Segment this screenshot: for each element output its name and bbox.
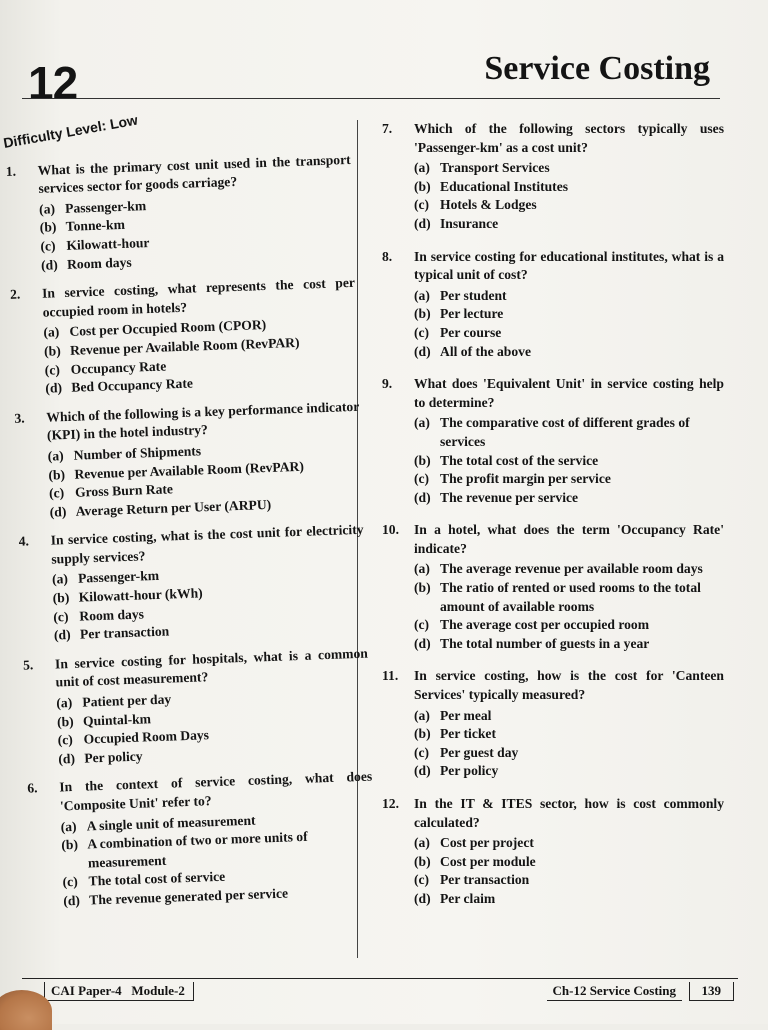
option-text: Cost per module [440, 853, 536, 869]
question-number: 2. [9, 286, 21, 303]
option-label: (c) [414, 324, 430, 340]
option-label: (d) [414, 215, 431, 231]
question-item [14, 398, 363, 524]
option-label: (a) [414, 835, 430, 851]
question-body [414, 795, 724, 909]
answer-option [414, 452, 724, 471]
option-label: (d) [414, 635, 431, 651]
answer-option [414, 215, 724, 234]
option-label: (b) [61, 837, 79, 853]
option-text: Cost per Occupied Room (CPOR) [69, 317, 267, 340]
thumb-image [0, 990, 52, 1030]
chapter-title: Service Costing [484, 50, 710, 87]
question-number: 10. [382, 522, 399, 538]
question-body [42, 274, 359, 398]
option-text: The comparative cost of different grades of services [440, 415, 690, 449]
option-label: (a) [38, 201, 56, 217]
question-item [18, 521, 367, 647]
question-item [382, 120, 724, 234]
option-label: (b) [43, 343, 61, 359]
question-text: In service costing for educational institutes, what is a typical unit of cost? [414, 248, 724, 283]
question-number: 4. [18, 533, 30, 550]
answer-option [414, 890, 724, 909]
question-item [382, 248, 724, 362]
answer-option [414, 178, 724, 197]
option-label: (c) [48, 485, 65, 501]
option-text: Patient per day [82, 691, 172, 710]
question-text: In service costing for hospitals, what is a common unit of cost measurement? [54, 645, 369, 690]
option-text: A single unit of measurement [86, 812, 256, 834]
answer-option [414, 834, 724, 853]
question-number: 3. [14, 410, 25, 426]
answer-option [414, 287, 724, 306]
answer-option [414, 616, 724, 635]
option-text: The total number of guests in a year [440, 635, 650, 651]
answer-option [414, 560, 724, 579]
option-text: Educational Institutes [440, 178, 569, 194]
question-number: 8. [382, 248, 393, 264]
option-text: Gross Burn Rate [74, 481, 174, 500]
footer-chapter: Ch-12 Service Costing [547, 982, 683, 1001]
option-text: Quintal-km [82, 710, 152, 729]
question-item [5, 151, 354, 277]
option-label: (b) [414, 726, 431, 742]
right-column [382, 120, 724, 923]
footer-book-info: CAI Paper-4 Module-2 [44, 982, 194, 1001]
answer-option [414, 305, 724, 324]
question-body [414, 375, 724, 507]
question-item [27, 768, 376, 912]
option-text: Cost per project [440, 835, 534, 851]
option-label: (d) [40, 256, 58, 273]
option-label: (d) [53, 627, 71, 643]
option-text: Kilowatt-hour [66, 234, 150, 253]
question-body [37, 151, 354, 275]
option-text: Number of Shipments [73, 443, 202, 463]
option-label: (c) [44, 361, 61, 378]
answer-option [414, 725, 724, 744]
option-label: (c) [414, 617, 430, 633]
option-text: Per student [440, 287, 507, 303]
option-text: Per policy [440, 763, 499, 779]
question-number: 9. [382, 376, 393, 392]
left-column [4, 108, 377, 922]
option-text: Per policy [84, 748, 143, 766]
option-label: (c) [57, 732, 74, 748]
option-text: Per course [440, 324, 502, 340]
question-body [414, 120, 724, 234]
option-label: (a) [43, 324, 60, 341]
option-label: (b) [414, 178, 431, 194]
option-label: (a) [56, 695, 73, 711]
answer-option [414, 489, 724, 508]
header-rule [22, 98, 720, 99]
question-number: 11. [382, 668, 399, 684]
option-text: A combination of two or more units of measurement [87, 829, 308, 871]
option-text: The total cost of the service [440, 452, 599, 468]
answer-option [414, 159, 724, 178]
option-label: (b) [414, 580, 431, 596]
option-label: (b) [48, 466, 66, 483]
option-text: The average revenue per available room days [440, 561, 703, 577]
option-text: Insurance [440, 215, 499, 231]
option-text: Passenger-km [77, 568, 160, 587]
answer-option [414, 579, 724, 616]
option-text: Occupied Room Days [83, 727, 210, 747]
option-text: Per transaction [440, 872, 530, 888]
option-label: (a) [414, 707, 430, 723]
option-text: The average cost per occupied room [440, 617, 650, 633]
question-item [23, 644, 372, 770]
option-text: Per claim [440, 890, 496, 906]
option-label: (d) [63, 892, 81, 909]
option-text: Revenue per Available Room (RevPAR) [74, 458, 305, 482]
option-label: (c) [53, 608, 69, 625]
chapter-number: 12 [28, 57, 78, 109]
option-label: (a) [60, 818, 77, 835]
question-item [382, 667, 724, 781]
option-label: (b) [56, 713, 74, 730]
question-item [10, 274, 359, 400]
answer-option [414, 414, 724, 451]
option-label: (a) [47, 448, 64, 464]
question-body [46, 398, 363, 522]
answer-option [414, 635, 724, 654]
answer-option [414, 470, 724, 489]
option-text: All of the above [440, 343, 531, 359]
option-label: (c) [414, 471, 430, 487]
option-label: (d) [414, 489, 431, 505]
option-text: Room days [79, 606, 145, 624]
question-body [50, 521, 367, 645]
option-label: (c) [414, 197, 430, 213]
option-label: (a) [414, 415, 430, 431]
question-text: In service costing, what represents the cost per occupied room in hotels? [41, 275, 356, 320]
option-text: Bed Occupancy Rate [71, 375, 194, 395]
question-text: In service costing, what is the cost unit for electricity supply services? [50, 521, 364, 567]
question-body [55, 644, 372, 768]
option-text: Passenger-km [64, 197, 147, 216]
option-label: (d) [45, 380, 63, 396]
option-text: Room days [66, 254, 132, 272]
question-item [382, 795, 724, 909]
option-label: (d) [49, 503, 67, 520]
option-text: Average Return per User (ARPU) [75, 496, 272, 519]
option-text: The ratio of rented or used rooms to the total amount of available rooms [440, 580, 701, 614]
option-label: (b) [52, 590, 70, 606]
question-text: In the context of service costing, what does 'Composite Unit' refer to? [59, 768, 373, 814]
option-text: Kilowatt-hour (kWh) [78, 585, 203, 605]
answer-option [414, 707, 724, 726]
question-body [59, 768, 376, 911]
question-number: 12. [382, 796, 399, 811]
answer-option [414, 324, 724, 343]
question-text: Which of the following is a key performance indicator (KPI) in the hotel industry? [46, 398, 360, 443]
option-label: (a) [51, 571, 69, 588]
option-text: Occupancy Rate [70, 358, 167, 377]
option-label: (a) [414, 561, 430, 577]
option-text: Tonne-km [65, 217, 126, 235]
option-label: (c) [414, 744, 430, 760]
option-text: Per transaction [79, 623, 170, 642]
option-label: (c) [40, 238, 56, 254]
option-text: Transport Services [440, 160, 550, 176]
option-label: (d) [414, 890, 431, 906]
footer [44, 982, 734, 1001]
question-item [382, 521, 724, 653]
question-number: 6. [27, 780, 38, 796]
option-label: (c) [62, 874, 78, 890]
option-label: (d) [414, 763, 431, 779]
answer-option [414, 343, 724, 362]
option-label: (d) [414, 343, 431, 359]
option-label: (b) [414, 853, 431, 869]
question-number: 7. [382, 121, 393, 136]
question-number: 1. [5, 163, 17, 179]
question-number: 5. [22, 657, 34, 673]
option-text: Hotels & Lodges [440, 197, 537, 213]
option-text: The revenue generated per service [89, 885, 289, 908]
option-label: (a) [414, 287, 430, 303]
question-text: Which of the following sectors typically uses 'Passenger-km' as a cost unit? [414, 121, 724, 155]
option-text: Per lecture [440, 306, 504, 322]
left-question-list [5, 151, 376, 913]
option-label: (b) [414, 306, 431, 322]
footer-rule [22, 978, 738, 979]
answer-option [414, 762, 724, 781]
question-body [414, 521, 724, 653]
option-text: Per guest day [440, 744, 519, 760]
option-text: The profit margin per service [440, 471, 611, 487]
option-text: Per meal [440, 707, 492, 723]
answer-option [414, 744, 724, 763]
option-text: The revenue per service [440, 489, 579, 505]
answer-option [414, 871, 724, 890]
question-item [382, 375, 724, 507]
option-text: Per ticket [440, 726, 496, 742]
question-body [414, 667, 724, 781]
option-label: (b) [39, 219, 57, 236]
question-body [414, 248, 724, 362]
question-text: What does 'Equivalent Unit' in service costing help to determine? [414, 376, 724, 410]
difficulty-label: Difficulty Level: Low [2, 111, 139, 152]
question-text: In service costing, how is the cost for 'Canteen Services' typically measured? [414, 668, 724, 703]
option-text: The total cost of service [88, 869, 226, 889]
option-label: (a) [414, 160, 430, 176]
question-text: What is the primary cost unit used in the transport services sector for goods carriage? [37, 151, 351, 197]
question-text: In the IT & ITES sector, how is cost commonly calculated? [414, 796, 724, 830]
page-number: 139 [689, 982, 735, 1001]
answer-option [414, 853, 724, 872]
question-text: In a hotel, what does the term 'Occupancy Rate' indicate? [414, 522, 724, 556]
option-label: (c) [414, 872, 430, 888]
option-text: Revenue per Available Room (RevPAR) [69, 334, 300, 358]
right-question-list [382, 120, 724, 909]
answer-option [414, 196, 724, 215]
option-label: (d) [58, 750, 76, 767]
option-label: (b) [414, 452, 431, 468]
